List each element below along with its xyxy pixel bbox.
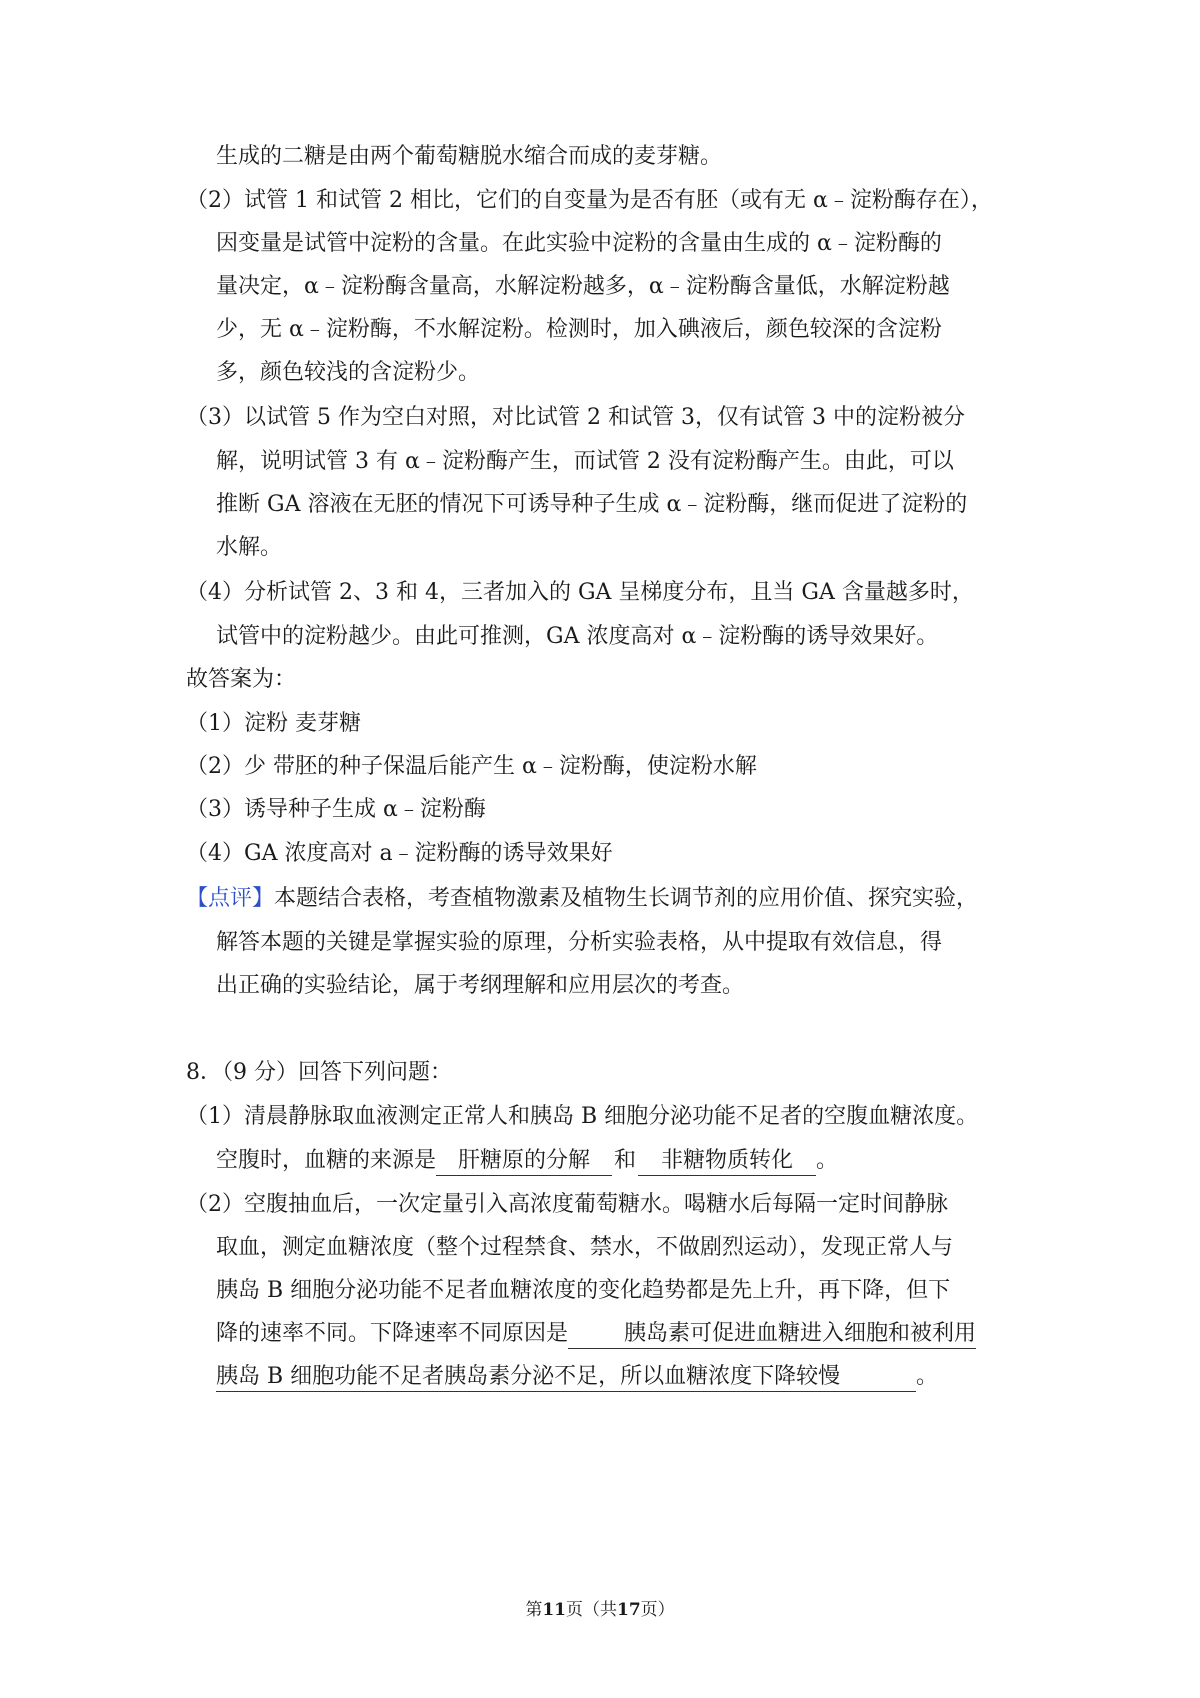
footer-text: 页（共 [566,1600,617,1620]
comment-line [186,884,978,914]
question-title: 8．（9 分）回答下列问题： [186,1060,452,1085]
text-span: 。 [916,1364,939,1389]
footer-text: 页） [640,1600,675,1620]
footer-text: 第 [525,1600,543,1620]
text-line: 胰岛 B 细胞分泌功能不足者血糖浓度的变化趋势都是先上升，再下降，但下 [216,1278,951,1303]
current-page-number: 11 [542,1600,566,1620]
text-line: （3）以试管 5 作为空白对照，对比试管 2 和试管 3，仅有试管 3 中的淀粉被分 [186,405,965,430]
comment-text: 本题结合表格，考查植物激素及植物生长调节剂的应用价值、探究实验， [274,886,979,911]
text-line: 解，说明试管 3 有 α﹣淀粉酶产生，而试管 2 没有淀粉酶产生。由此，可以 [216,449,954,474]
text-line: 少，无 α﹣淀粉酶，不水解淀粉。检测时，加入碘液后，颜色较深的含淀粉 [216,317,942,342]
text-line: （1）清晨静脉取血液测定正常人和胰岛 B 细胞分泌功能不足者的空腹血糖浓度。 [186,1104,979,1129]
fill-blank-line [216,1319,976,1349]
page-footer [0,1598,1200,1622]
answer-item: （1）淀粉 麦芽糖 [186,711,361,736]
answer-blank: 非糖物质转化 [638,1147,816,1176]
answer-blank: 胰岛 B 细胞功能不足者胰岛素分泌不足，所以血糖浓度下降较慢 [216,1363,916,1392]
fill-blank-line [216,1146,838,1176]
total-page-number: 17 [617,1600,641,1620]
text-line: 解答本题的关键是掌握实验的原理，分析实验表格，从中提取有效信息，得 [216,930,943,955]
text-line: 多，颜色较浅的含淀粉少。 [216,360,481,385]
text-line: 因变量是试管中淀粉的含量。在此实验中淀粉的含量由生成的 α﹣淀粉酶的 [216,231,942,256]
text-line: （2）空腹抽血后，一次定量引入高浓度葡萄糖水。喝糖水后每隔一定时间静脉 [186,1192,948,1217]
comment-label: 【点评】 [186,886,275,911]
text-span: 空腹时，血糖的来源是 [216,1148,437,1173]
answer-item: （3）诱导种子生成 α﹣淀粉酶 [186,797,486,822]
text-line: 生成的二糖是由两个葡萄糖脱水缩合而成的麦芽糖。 [216,144,723,169]
text-line: 水解。 [216,535,283,560]
text-line: 试管中的淀粉越少。由此可推测，GA 浓度高对 α﹣淀粉酶的诱导效果好。 [216,624,939,649]
answer-intro: 故答案为： [186,667,297,692]
answer-blank: 胰岛素可促进血糖进入细胞和被利用 [568,1320,976,1349]
text-span: 降的速率不同。下降速率不同原因是 [216,1321,569,1346]
answer-item: （2）少 带胚的种子保温后能产生 α﹣淀粉酶，使淀粉水解 [186,754,757,779]
text-line: （4）分析试管 2、3 和 4，三者加入的 GA 呈梯度分布，且当 GA 含量越多时， [186,580,974,605]
text-line: 出正确的实验结论，属于考纲理解和应用层次的考查。 [216,973,745,998]
text-span: 和 [614,1148,637,1173]
text-span: 。 [816,1148,839,1173]
fill-blank-line [216,1362,938,1392]
answer-item: （4）GA 浓度高对 a﹣淀粉酶的诱导效果好 [186,841,613,866]
text-line: （2）试管 1 和试管 2 相比，它们的自变量为是否有胚（或有无 α﹣淀粉酶存在）， [186,188,993,213]
text-line: 取血，测定血糖浓度（整个过程禁食、禁水，不做剧烈运动），发现正常人与 [216,1235,954,1260]
text-line: 量决定，α﹣淀粉酶含量高，水解淀粉越多，α﹣淀粉酶含量低，水解淀粉越 [216,274,950,299]
answer-blank: 肝糖原的分解 [436,1147,612,1176]
text-line: 推断 GA 溶液在无胚的情况下可诱导种子生成 α﹣淀粉酶，继而促进了淀粉的 [216,492,968,517]
